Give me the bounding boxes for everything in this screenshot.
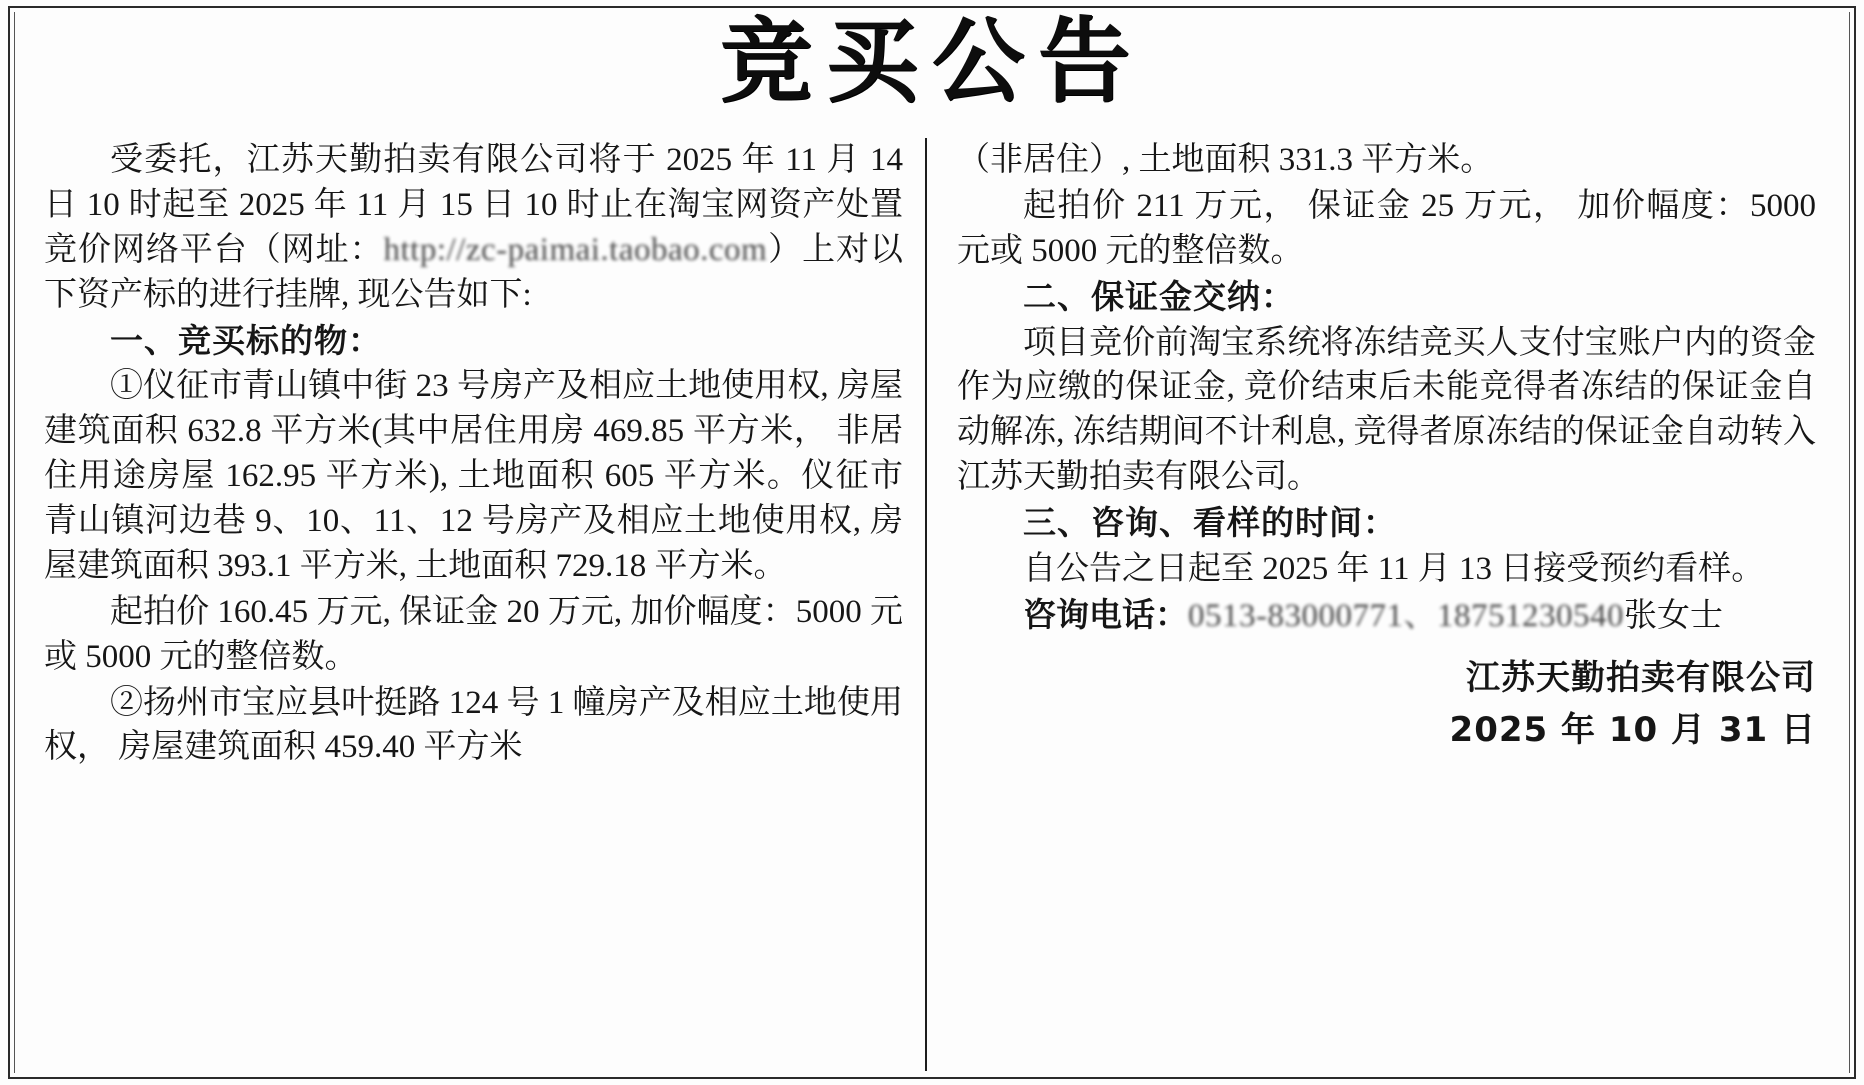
lot-item-1-price: 起拍价 160.45 万元, 保证金 20 万元, 加价幅度：5000 元或 5000 元的整倍数。 bbox=[44, 593, 903, 675]
page-title: 竞买公告 bbox=[719, 8, 1144, 115]
contact-line bbox=[957, 593, 1816, 639]
section-three-heading: 三、咨询、看样的时间： bbox=[1023, 503, 1397, 542]
right-column bbox=[927, 138, 1838, 1071]
left-column bbox=[26, 138, 927, 1071]
intro-text-part2: ）上对以下资产标的进行挂牌, 现公告如下: bbox=[44, 231, 904, 313]
announcement-date: 2025 年 10 月 31 日 bbox=[1449, 709, 1816, 750]
section-three-body: 自公告之日起至 2025 年 11 月 13 日接受预约看样。 bbox=[1023, 550, 1765, 587]
auction-platform-url: http://zc-paimai.taobao.com bbox=[383, 231, 768, 268]
contact-person: 张女士 bbox=[1624, 597, 1723, 634]
section-two-body: 项目竞价前淘宝系统将冻结竞买人支付宝账户内的资金作为应缴的保证金, 竞价结束后未能竞得者冻结的保证金自动解冻, 冻结期间不计利息, 竞得者原冻结的保证金自动转入江苏天勤拍卖有限公司。 bbox=[957, 324, 1816, 496]
lot-item-2: ②扬州市宝应县叶挺路 124 号 1 幢房产及相应土地使用权， 房屋建筑面积 459.40 平方米 bbox=[44, 684, 903, 766]
section-one-heading: 一、竞买标的物： bbox=[110, 320, 382, 360]
company-signature: 江苏天勤拍卖有限公司 bbox=[1466, 657, 1816, 698]
lot-item-2-continued: （非居住）, 土地面积 331.3 平方米。 bbox=[957, 142, 1494, 178]
lot-item-1: ①仪征市青山镇中街 23 号房产及相应土地使用权, 房屋建筑面积 632.8 平方米(其中居住用房 469.85 平方米， 非居住用途房屋 162.95 平方米), 土地面积 605 平方米。仪征市青山镇河边巷 9、10、11、12 号房产及相应土地使用权, 房屋建筑面积 393.1 平方米, 土地面积 729.18 平方米。 bbox=[44, 368, 903, 584]
contact-phone-label: 咨询电话： bbox=[1023, 594, 1188, 634]
contact-phone-numbers: 0513-83000771、18751230540 bbox=[1188, 597, 1624, 634]
two-column-body bbox=[26, 138, 1838, 1071]
section-two-heading: 二、保证金交纳： bbox=[1023, 276, 1295, 316]
lot-item-2-price: 起拍价 211 万元， 保证金 25 万元， 加价幅度：5000 元或 5000 元的整倍数。 bbox=[957, 187, 1816, 269]
intro-paragraph bbox=[44, 138, 903, 318]
intro-text-part1: 受委托，江苏天勤拍卖有限公司将于 2025 年 11 月 14 日 10 时起至 2025 年 11 月 15 日 10 时止在淘宝网资产处置竞价网络平台（网址： bbox=[44, 142, 903, 268]
